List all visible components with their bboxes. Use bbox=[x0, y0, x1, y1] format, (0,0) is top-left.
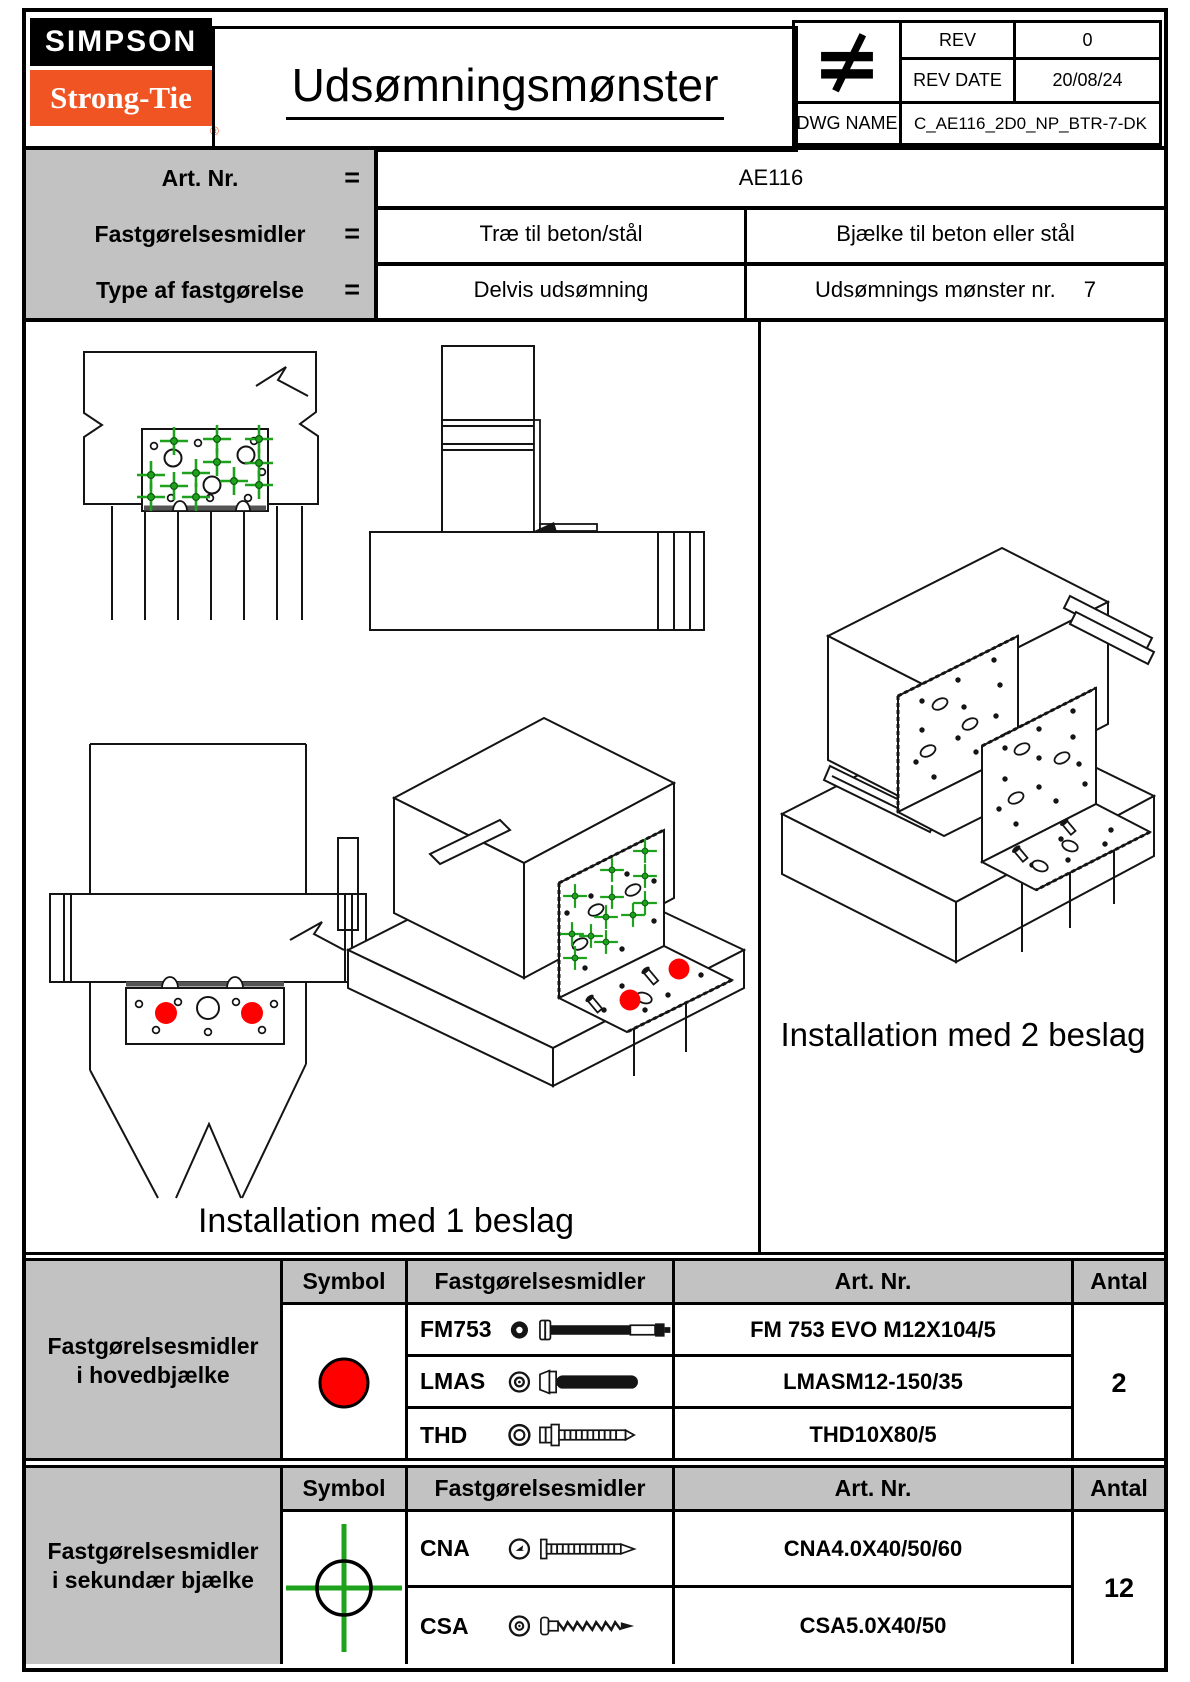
cna-head-icon bbox=[508, 1537, 531, 1561]
thd-screw-icon bbox=[539, 1422, 672, 1448]
dwg-name-label: DWG NAME bbox=[792, 104, 902, 146]
fixing-type-row bbox=[26, 262, 1164, 322]
fasteners-label-cell bbox=[26, 206, 378, 262]
isometric-one-bracket-drawing bbox=[334, 648, 758, 1092]
main-beam-label-line2: i hovedbjælke bbox=[76, 1362, 230, 1388]
sheet-border bbox=[22, 8, 1168, 1672]
equals-sign: = bbox=[344, 274, 360, 305]
page-title: Udsømningsmønster bbox=[286, 58, 725, 120]
fastener-name-cell bbox=[408, 1409, 675, 1461]
fastener-name: CNA bbox=[420, 1535, 470, 1561]
table-row bbox=[408, 1409, 1074, 1461]
table-row bbox=[408, 1512, 1074, 1588]
column-header-qty: Antal bbox=[1074, 1468, 1164, 1509]
fasteners-value-left: Træ til beton/stål bbox=[479, 221, 643, 246]
fasteners-label: Fastgørelsesmidler bbox=[94, 220, 306, 247]
column-header-qty: Antal bbox=[1074, 1261, 1164, 1302]
rev-date-value: 20/08/24 bbox=[1016, 60, 1162, 104]
fastener-name: LMAS bbox=[420, 1368, 486, 1394]
main-beam-qty: 2 bbox=[1074, 1305, 1164, 1461]
secondary-beam-qty: 12 bbox=[1074, 1512, 1164, 1664]
not-equal-cell bbox=[792, 20, 902, 104]
fastener-art-nr: CSA5.0X40/50 bbox=[675, 1588, 1074, 1664]
column-header-symbol: Symbol bbox=[283, 1261, 408, 1302]
side-view-drawing bbox=[342, 334, 732, 634]
simpson-logo: SIMPSON bbox=[30, 18, 212, 66]
panel-divider bbox=[758, 318, 761, 1252]
lmas-washer-icon bbox=[508, 1370, 531, 1394]
fastener-name-cell bbox=[408, 1588, 675, 1664]
column-header-art-nr: Art. Nr. bbox=[675, 1468, 1074, 1509]
column-header-fasteners: Fastgørelsesmidler bbox=[408, 1468, 675, 1509]
fastener-art-nr: CNA4.0X40/50/60 bbox=[675, 1512, 1074, 1585]
secondary-beam-label-line1: Fastgørelsesmidler bbox=[47, 1538, 259, 1564]
secondary-beam-table-label bbox=[26, 1468, 283, 1664]
table-separator bbox=[26, 1458, 1164, 1468]
lmas-bolt-icon bbox=[539, 1369, 672, 1395]
main-beam-fastener-table bbox=[26, 1258, 1164, 1461]
csa-screw-icon bbox=[539, 1613, 672, 1639]
registered-mark: ® bbox=[210, 124, 219, 138]
art-nr-row bbox=[26, 150, 1164, 210]
rev-value: 0 bbox=[1016, 20, 1162, 60]
pattern-number-cell bbox=[744, 262, 1164, 318]
fastener-art-nr: LMASM12-150/35 bbox=[675, 1357, 1074, 1406]
red-dot-symbol-icon bbox=[314, 1353, 374, 1413]
main-beam-label-line1: Fastgørelsesmidler bbox=[47, 1333, 259, 1359]
fastener-name: FM753 bbox=[420, 1316, 492, 1342]
fixing-type-label: Type af fastgørelse bbox=[96, 276, 304, 303]
csa-head-icon bbox=[508, 1614, 531, 1638]
equals-sign: = bbox=[344, 162, 360, 193]
equals-sign: = bbox=[344, 218, 360, 249]
art-nr-value: AE116 bbox=[738, 165, 804, 190]
front-view-drawing bbox=[50, 334, 350, 624]
fm753-bolt-icon bbox=[539, 1317, 672, 1343]
table-row bbox=[408, 1357, 1074, 1409]
main-beam-symbol-cell bbox=[283, 1305, 408, 1461]
drawing-title-box bbox=[212, 26, 798, 152]
thd-washer-icon bbox=[508, 1423, 531, 1447]
not-equal-icon bbox=[811, 31, 883, 93]
secondary-beam-symbol-cell bbox=[283, 1512, 408, 1664]
fastener-art-nr: THD10X80/5 bbox=[675, 1409, 1074, 1461]
table-row bbox=[408, 1305, 1074, 1357]
art-nr-label: Art. Nr. bbox=[161, 164, 239, 191]
caption-one-bracket: Installation med 1 beslag bbox=[197, 1202, 575, 1240]
secondary-beam-fastener-table bbox=[26, 1468, 1164, 1664]
strongtie-logo: Strong-Tie bbox=[30, 70, 212, 126]
column-header-fasteners: Fastgørelsesmidler bbox=[408, 1261, 675, 1302]
fixing-type-value: Delvis udsømning bbox=[473, 277, 649, 302]
dwg-name-value: C_AE116_2D0_NP_BTR-7-DK bbox=[902, 104, 1162, 146]
table-row bbox=[408, 1588, 1074, 1664]
fastener-art-nr: FM 753 EVO M12X104/5 bbox=[675, 1305, 1074, 1354]
rev-label: REV bbox=[902, 20, 1016, 60]
art-nr-label-cell bbox=[26, 150, 378, 206]
fastener-name: THD bbox=[420, 1421, 468, 1448]
fm753-head-icon bbox=[508, 1318, 531, 1342]
pattern-number: 7 bbox=[1083, 277, 1097, 302]
fixing-type-label-cell bbox=[26, 262, 378, 318]
caption-two-brackets: Installation med 2 beslag bbox=[780, 1016, 1146, 1053]
secondary-beam-label-line2: i sekundær bjælke bbox=[52, 1567, 254, 1593]
isometric-two-brackets-drawing bbox=[770, 484, 1158, 1008]
green-crosshair-symbol-icon bbox=[284, 1518, 404, 1658]
cna-nail-icon bbox=[539, 1536, 672, 1562]
column-header-art-nr: Art. Nr. bbox=[675, 1261, 1074, 1302]
column-header-symbol: Symbol bbox=[283, 1468, 408, 1509]
fastener-name-cell bbox=[408, 1512, 675, 1585]
drawing-area bbox=[26, 318, 1164, 1255]
pattern-label: Udsømnings mønster nr. bbox=[814, 277, 1056, 302]
fasteners-row bbox=[26, 206, 1164, 266]
rev-date-label: REV DATE bbox=[902, 60, 1016, 104]
main-beam-table-header bbox=[283, 1261, 1164, 1305]
fastener-name-cell bbox=[408, 1305, 675, 1354]
fasteners-value-right: Bjælke til beton eller stål bbox=[744, 206, 1164, 262]
fastener-name-cell bbox=[408, 1357, 675, 1406]
main-beam-table-label bbox=[26, 1261, 283, 1461]
title-block-header bbox=[26, 12, 1164, 150]
secondary-beam-table-header bbox=[283, 1468, 1164, 1512]
fastener-name: CSA bbox=[420, 1612, 469, 1639]
